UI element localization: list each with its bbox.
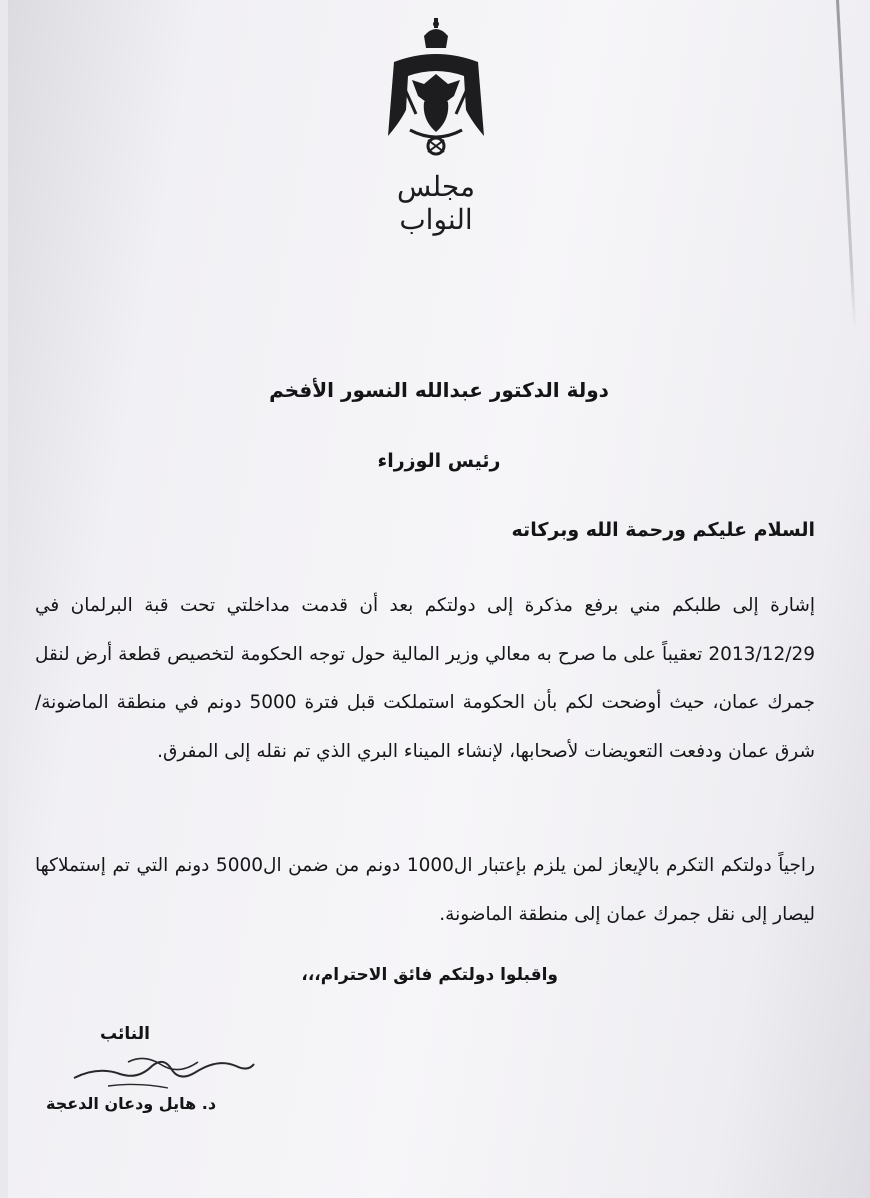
- council-name: مجلس النواب: [396, 170, 476, 236]
- paper-fold-shadow: [836, 0, 856, 330]
- jordan-royal-coat-of-arms-icon: [380, 18, 492, 168]
- handwritten-signature: [68, 1036, 258, 1096]
- signatory-name: د. هايل ودعان الدعجة: [46, 1094, 217, 1113]
- letter-page: [8, 0, 870, 1198]
- closing: واقبلوا دولتكم فائق الاحترام،،،: [301, 965, 558, 985]
- addressee-title: رئيس الوزراء: [377, 450, 501, 472]
- body-paragraph-1: إشارة إلى طلبكم مني برفع مذكرة إلى دولتكم بعد أن قدمت مداخلتي تحت قبة البرلمان في 2013/12/29 تعقيباً على ما صرح به معالي وزير المالية حول توجه الحكومة لتخصيص قطعة أرض لنقل جمرك عمان، حيث أوضحت لكم بأن الحكومة استملكت قبل فترة 5000 دونم في منطقة الماضونة/شرق عمان ودفعت التعويضات لأصحابها، لإنشاء الميناء البري الذي تم نقله إلى المفرق.: [35, 595, 815, 762]
- signature-title: النائب: [100, 1024, 150, 1044]
- greeting: السلام عليكم ورحمة الله وبركاته: [511, 519, 815, 541]
- addressee: دولة الدكتور عبدالله النسور الأفخم: [269, 378, 609, 402]
- body-paragraph-2: راجياً دولتكم التكرم بالإيعاز لمن يلزم بإعتبار ال1000 دونم من ضمن ال5000 دونم التي تم إستملاكها ليصار إلى نقل جمرك عمان إلى منطقة الماضونة.: [35, 855, 815, 925]
